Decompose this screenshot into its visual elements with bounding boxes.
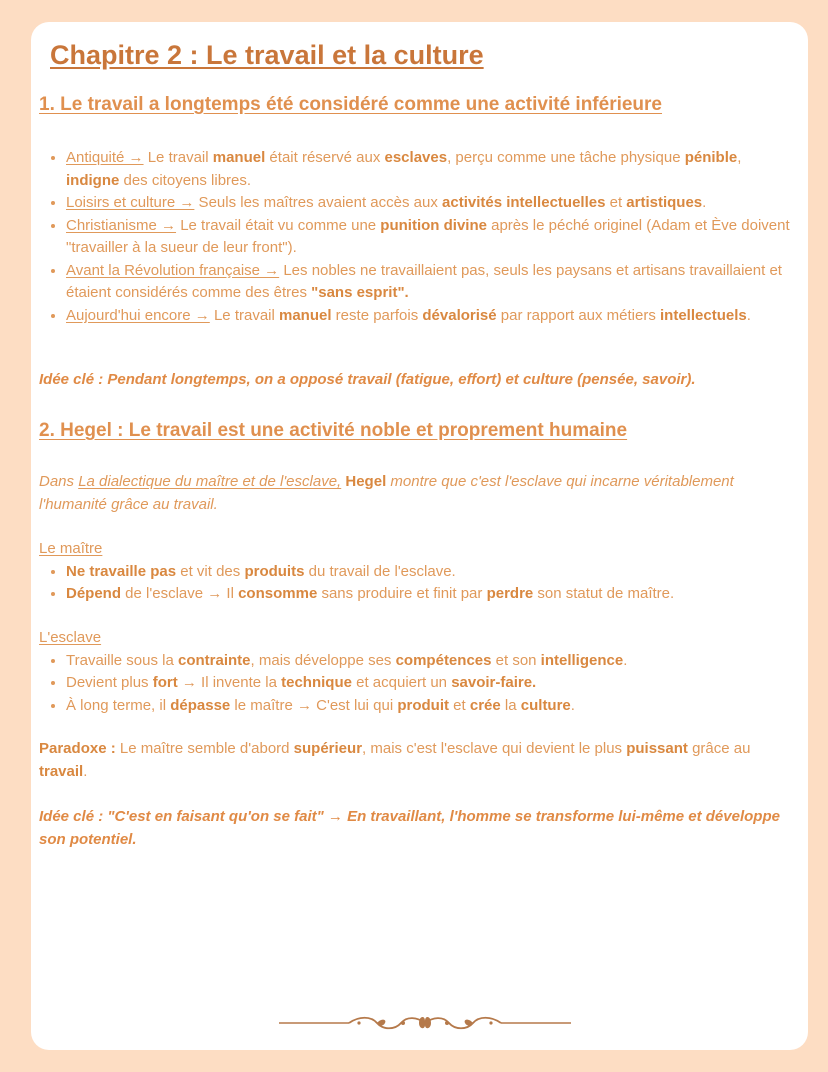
text: montre que c'est l'esclave qui incarne véritablement l'humanité grâce au travail. bbox=[39, 473, 734, 513]
text: , mais c'est l'esclave qui devient le plus bbox=[362, 740, 627, 757]
text: . bbox=[570, 696, 575, 714]
text: Travaille sous la bbox=[66, 651, 178, 669]
item-label: Loisirs et culture → bbox=[66, 194, 195, 211]
bold-text: produits bbox=[244, 562, 305, 580]
list-item bbox=[66, 583, 794, 606]
list-item bbox=[66, 305, 794, 328]
bold-text: crée bbox=[469, 696, 501, 714]
bold-text: manuel bbox=[212, 149, 266, 166]
bold-text: pénible bbox=[684, 149, 738, 166]
list-item bbox=[66, 695, 794, 718]
text: des citoyens libres. bbox=[119, 171, 252, 189]
text: . bbox=[623, 651, 628, 669]
bold-text: Dépend bbox=[66, 585, 122, 602]
text: et son bbox=[491, 651, 541, 669]
esclave-section bbox=[39, 627, 794, 717]
bold-text: esclaves bbox=[384, 149, 448, 166]
bold-text: activités intellectuelles bbox=[442, 194, 606, 211]
list-item bbox=[66, 650, 794, 673]
text: Les nobles ne travaillaient pas, seuls les paysans et artisans travaillaient et étaient considérés comme des êtres bbox=[66, 261, 782, 301]
text: et acquiert un bbox=[351, 674, 452, 691]
bold-text: intellectuels bbox=[660, 306, 747, 324]
text: Dans bbox=[39, 473, 79, 490]
text: Le travail bbox=[143, 149, 213, 166]
bold-text: produit bbox=[397, 696, 450, 714]
key-idea-2: Idée clé : "C'est en faisant qu'on se fait" → En travaillant, l'homme se transforme lui-même et développe son potentiel. bbox=[39, 808, 780, 848]
hegel-intro bbox=[39, 471, 794, 516]
item-label: Christianisme → bbox=[66, 216, 177, 234]
section2-heading: 2. Hegel : Le travail est une activité noble et proprement humaine bbox=[39, 420, 628, 441]
text: Le travail bbox=[209, 306, 279, 324]
work-title: La dialectique du maître et de l'esclave, bbox=[78, 473, 342, 490]
bold-text: technique bbox=[281, 674, 352, 691]
bold-text: indigne bbox=[66, 171, 120, 189]
text: , perçu comme une tâche physique bbox=[447, 149, 685, 166]
text: et bbox=[605, 194, 627, 211]
section1-heading: 1. Le travail a longtemps été considéré comme une activité inférieure bbox=[39, 94, 663, 115]
text: de l'esclave → Il bbox=[121, 585, 239, 602]
bold-text: supérieur bbox=[293, 740, 363, 757]
text: grâce au bbox=[687, 740, 751, 757]
text: son statut de maître. bbox=[533, 585, 675, 602]
text: Seuls les maîtres avaient accès aux bbox=[194, 194, 443, 211]
key-idea-1: Idée clé : Pendant longtemps, on a opposé travail (fatigue, effort) et culture (pensée, savoir). bbox=[39, 371, 696, 388]
item-label: Avant la Révolution française → bbox=[66, 261, 280, 279]
text: sans produire et finit par bbox=[317, 585, 487, 602]
ornamental-divider-icon bbox=[279, 1012, 571, 1034]
text: À long terme, il bbox=[66, 696, 171, 714]
list-item bbox=[66, 672, 794, 695]
bold-text: "sans esprit". bbox=[311, 284, 409, 301]
bold-text: savoir-faire. bbox=[451, 674, 537, 691]
list-item bbox=[66, 561, 794, 584]
text: → Il invente la bbox=[177, 674, 282, 691]
bold-text: punition divine bbox=[380, 216, 487, 234]
paradox bbox=[39, 738, 794, 783]
text: Le travail était vu comme une bbox=[176, 216, 381, 234]
text: Devient plus bbox=[66, 674, 153, 691]
bold-text: dévalorisé bbox=[422, 306, 497, 324]
author: Hegel bbox=[341, 473, 387, 490]
document-card bbox=[31, 22, 808, 1050]
text: et bbox=[449, 696, 470, 714]
item-label: Antiquité → bbox=[66, 149, 144, 166]
bold-text: Paradoxe : bbox=[39, 740, 116, 757]
text: après le péché originel (Adam et Ève doivent "travailler à la sueur de leur front"). bbox=[66, 216, 790, 256]
item-label: Aujourd'hui encore → bbox=[66, 306, 210, 324]
text: le maître → C'est lui qui bbox=[230, 696, 398, 714]
text: et vit des bbox=[176, 562, 245, 580]
bold-text: fort bbox=[152, 674, 178, 691]
bold-text: puissant bbox=[626, 740, 688, 757]
bold-text: culture bbox=[520, 696, 571, 714]
list-item bbox=[66, 215, 794, 260]
text: du travail de l'esclave. bbox=[304, 562, 456, 580]
list-item bbox=[66, 260, 794, 305]
bold-text: Ne travaille pas bbox=[66, 562, 177, 580]
text: par rapport aux métiers bbox=[496, 306, 661, 324]
bold-text: artistiques bbox=[626, 194, 703, 211]
text: était réservé aux bbox=[265, 149, 385, 166]
bold-text: perdre bbox=[486, 585, 534, 602]
list-item bbox=[66, 147, 794, 192]
text: . bbox=[83, 762, 88, 780]
text: Le maître semble d'abord bbox=[115, 740, 294, 757]
bold-text: compétences bbox=[395, 651, 492, 669]
bold-text: manuel bbox=[279, 306, 332, 324]
maitre-section bbox=[39, 538, 794, 606]
text: . bbox=[702, 194, 707, 211]
bold-text: dépasse bbox=[170, 696, 231, 714]
section1-list bbox=[39, 147, 794, 327]
list-item bbox=[66, 192, 794, 215]
text: reste parfois bbox=[331, 306, 423, 324]
text: la bbox=[500, 696, 521, 714]
text: . bbox=[746, 306, 751, 324]
bold-text: consomme bbox=[238, 585, 318, 602]
bold-text: intelligence bbox=[540, 651, 624, 669]
maitre-heading: Le maître bbox=[39, 540, 103, 557]
text: , bbox=[737, 149, 742, 166]
bold-text: travail bbox=[39, 762, 84, 780]
text: , mais développe ses bbox=[250, 651, 396, 669]
bold-text: contrainte bbox=[178, 651, 251, 669]
esclave-heading: L'esclave bbox=[39, 629, 102, 646]
page-title: Chapitre 2 : Le travail et la culture bbox=[50, 40, 484, 70]
